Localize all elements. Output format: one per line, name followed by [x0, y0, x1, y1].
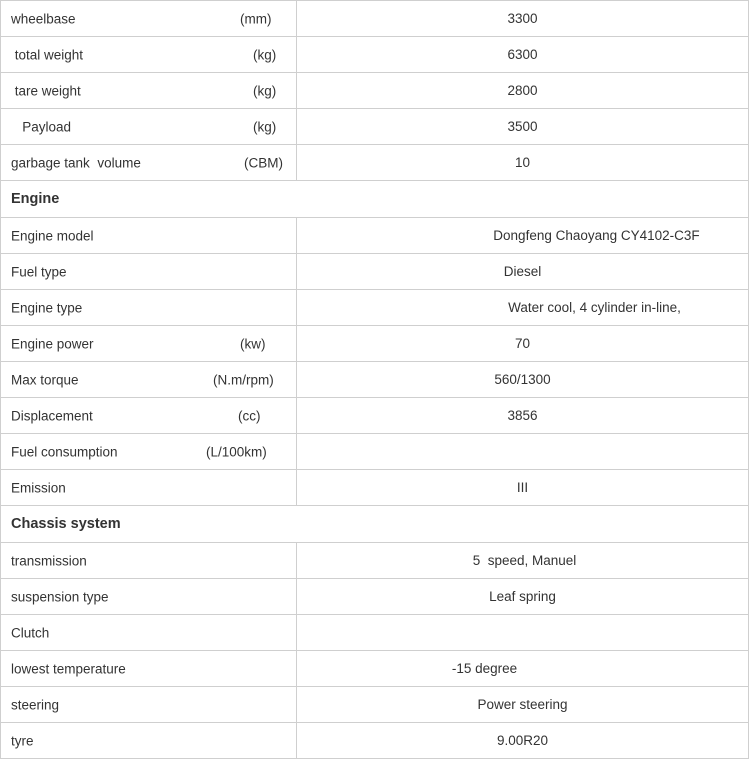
- table-row: [1, 362, 749, 398]
- section-header-row: [1, 506, 749, 543]
- label-cell: [1, 73, 297, 109]
- table-row: [1, 254, 749, 290]
- row-value: 10: [297, 145, 749, 181]
- row-label: suspension type: [11, 589, 109, 604]
- row-value-text: 5 speed, Manuel: [472, 553, 577, 568]
- row-value: [297, 290, 749, 326]
- row-label: Fuel consumption: [11, 444, 118, 459]
- table-row: [1, 326, 749, 362]
- section-header-row: [1, 181, 749, 218]
- table-row: [1, 73, 749, 109]
- label-cell: [1, 398, 297, 434]
- table-row: [1, 398, 749, 434]
- table-row: [1, 290, 749, 326]
- label-cell: [1, 37, 297, 73]
- row-value: III: [297, 470, 749, 506]
- row-unit: (L/100km): [206, 444, 267, 459]
- label-cell: [1, 326, 297, 362]
- row-value: 2800: [297, 73, 749, 109]
- row-unit: (kg): [253, 83, 277, 98]
- label-cell: [1, 254, 297, 290]
- section-title-engine: Engine: [1, 181, 749, 218]
- label-cell: [1, 290, 297, 326]
- label-cell: [1, 579, 297, 615]
- label-cell: [1, 434, 297, 470]
- row-value-text: -15 degree: [451, 661, 518, 676]
- row-label: Fuel type: [11, 264, 67, 279]
- row-label: steering: [11, 697, 60, 712]
- table-row: [1, 109, 749, 145]
- row-value: 3300: [297, 1, 749, 37]
- row-value: [297, 218, 749, 254]
- row-unit: (kg): [253, 47, 277, 62]
- row-label: Clutch: [11, 625, 50, 640]
- label-cell: [1, 109, 297, 145]
- row-unit: (cc): [238, 408, 261, 423]
- table-row: [1, 145, 749, 181]
- row-value: [297, 651, 749, 687]
- label-cell: [1, 218, 297, 254]
- label-cell: [1, 651, 297, 687]
- row-label: wheelbase: [11, 11, 76, 26]
- table-row: [1, 470, 749, 506]
- row-label: transmission: [11, 553, 87, 568]
- row-label: lowest temperature: [11, 661, 126, 676]
- section-title-chassis: Chassis system: [1, 506, 749, 543]
- label-cell: [1, 687, 297, 723]
- table-row: [1, 434, 749, 470]
- row-value-text: Water cool, 4 cylinder in-line,: [508, 300, 681, 315]
- row-value: 9.00R20: [297, 723, 749, 759]
- table-row: [1, 543, 749, 579]
- row-unit: (CBM): [244, 155, 283, 170]
- row-value: 3856: [297, 398, 749, 434]
- row-value: 70: [297, 326, 749, 362]
- row-label: tyre: [11, 733, 34, 748]
- row-value: 3500: [297, 109, 749, 145]
- label-cell: [1, 1, 297, 37]
- row-value: [297, 615, 749, 651]
- row-label: Payload: [11, 119, 72, 134]
- label-cell: [1, 615, 297, 651]
- row-label: garbage tank volume: [11, 155, 141, 170]
- table-row: [1, 651, 749, 687]
- row-unit: (kg): [253, 119, 277, 134]
- row-value: 6300: [297, 37, 749, 73]
- row-label: Engine model: [11, 228, 94, 243]
- label-cell: [1, 543, 297, 579]
- row-value: Leaf spring: [297, 579, 749, 615]
- table-row: [1, 687, 749, 723]
- row-label: tare weight: [11, 83, 81, 98]
- row-unit: (kw): [240, 336, 266, 351]
- row-unit: (mm): [240, 11, 272, 26]
- row-label: Displacement: [11, 408, 93, 423]
- row-label: Engine power: [11, 336, 94, 351]
- row-unit: (N.m/rpm): [213, 372, 274, 387]
- row-value: [297, 434, 749, 470]
- row-value: Diesel: [297, 254, 749, 290]
- table-row: [1, 723, 749, 759]
- row-value-text: Dongfeng Chaoyang CY4102-C3F: [493, 228, 700, 243]
- label-cell: [1, 723, 297, 759]
- row-label: Engine type: [11, 300, 83, 315]
- label-cell: [1, 145, 297, 181]
- row-label: Max torque: [11, 372, 79, 387]
- label-cell: [1, 470, 297, 506]
- label-cell: [1, 362, 297, 398]
- row-value: Power steering: [297, 687, 749, 723]
- table-row: [1, 218, 749, 254]
- table-row: [1, 615, 749, 651]
- row-value: 560/1300: [297, 362, 749, 398]
- row-label: total weight: [11, 47, 84, 62]
- table-row: [1, 1, 749, 37]
- table-row: [1, 37, 749, 73]
- table-row: [1, 579, 749, 615]
- row-value: [297, 543, 749, 579]
- row-label: Emission: [11, 480, 66, 495]
